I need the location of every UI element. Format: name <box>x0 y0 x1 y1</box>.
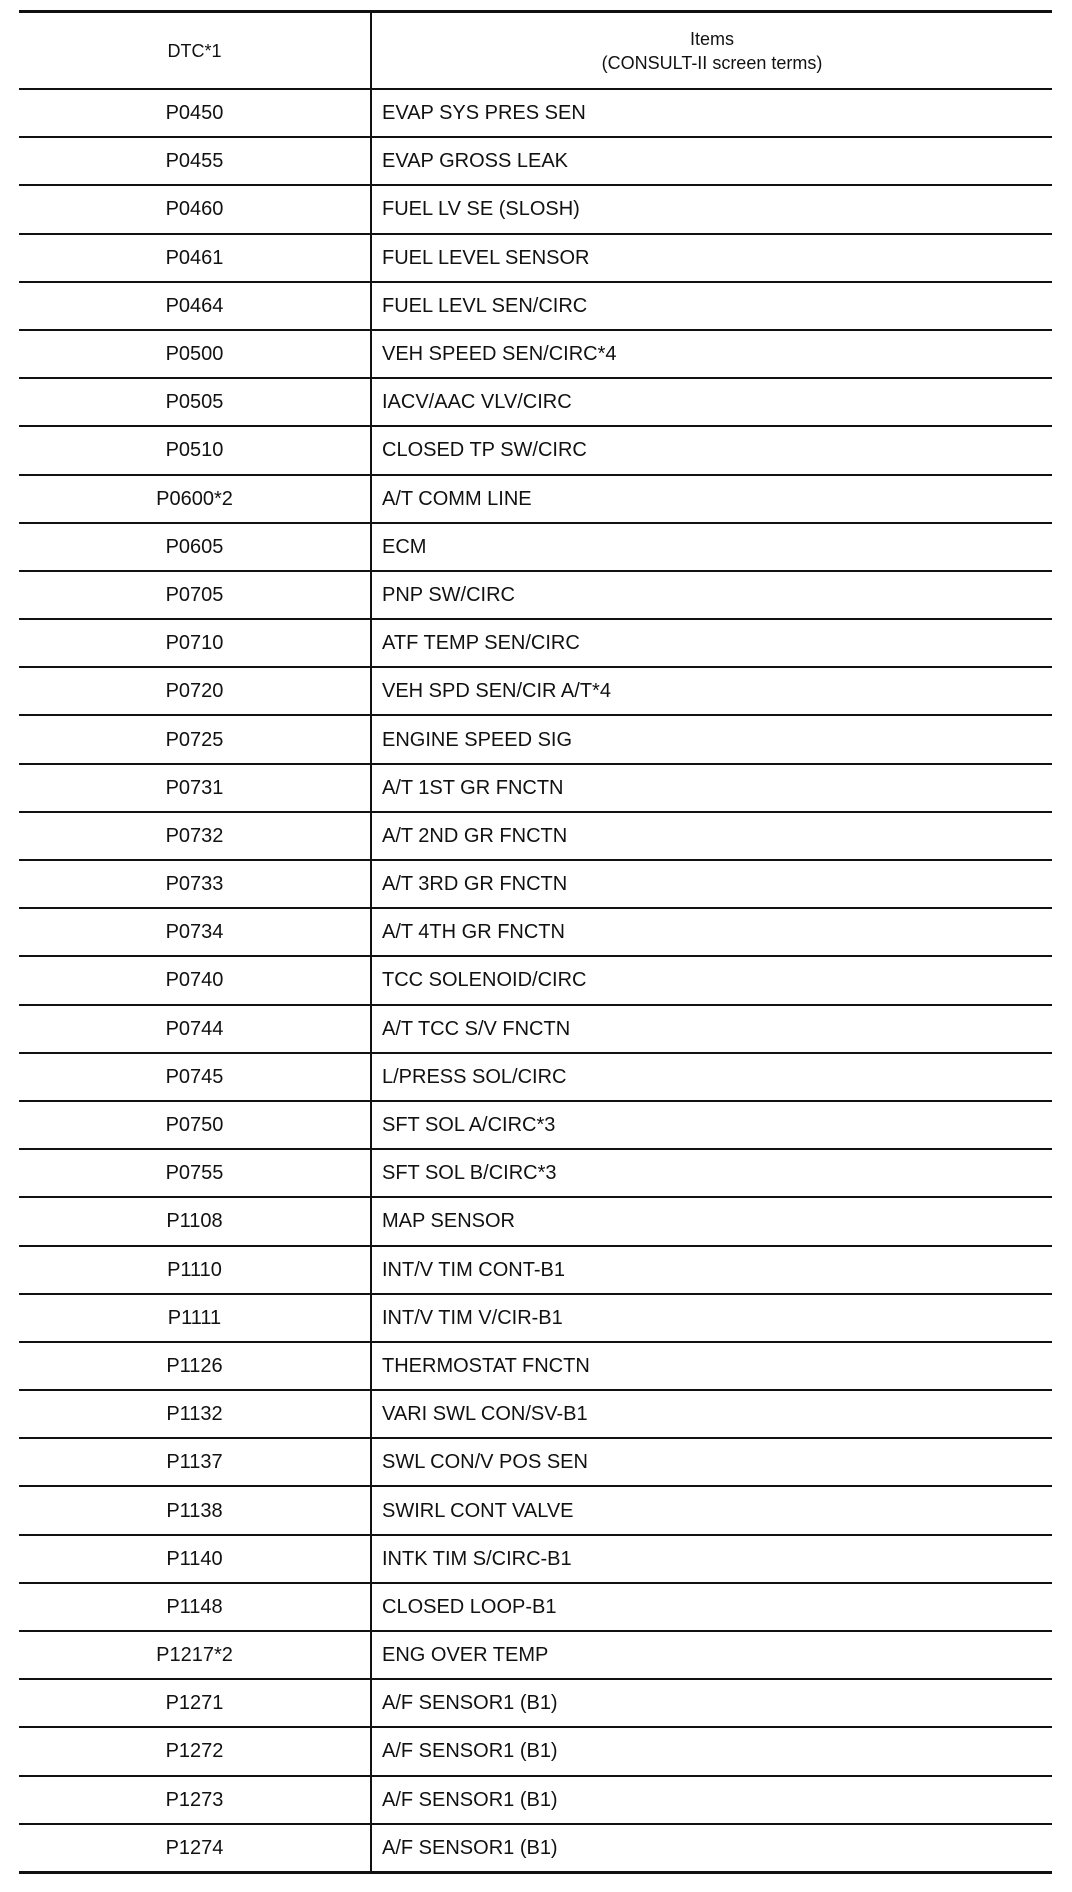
table-row <box>19 137 1052 185</box>
dtc-code-cell: P1111 <box>19 1294 371 1342</box>
dtc-code-cell: P1272 <box>19 1727 371 1775</box>
item-term-cell: A/T TCC S/V FNCTN <box>371 1005 1052 1053</box>
dtc-code-cell: P0755 <box>19 1149 371 1197</box>
header-items-subtitle: (CONSULT-II screen terms) <box>601 52 823 73</box>
table-row <box>19 523 1052 571</box>
dtc-code-cell: P0461 <box>19 234 371 282</box>
table-row <box>19 619 1052 667</box>
dtc-code-cell: P0734 <box>19 908 371 956</box>
table-row <box>19 1727 1052 1775</box>
item-term-cell: A/F SENSOR1 (B1) <box>371 1727 1052 1775</box>
dtc-code-cell: P0744 <box>19 1005 371 1053</box>
table-row <box>19 1679 1052 1727</box>
table-row <box>19 475 1052 523</box>
item-term-cell: VEH SPD SEN/CIR A/T*4 <box>371 667 1052 715</box>
dtc-code-cell: P0720 <box>19 667 371 715</box>
table-row <box>19 571 1052 619</box>
table-row <box>19 378 1052 426</box>
dtc-code-cell: P0705 <box>19 571 371 619</box>
item-term-cell: A/T 1ST GR FNCTN <box>371 764 1052 812</box>
dtc-code-cell: P0500 <box>19 330 371 378</box>
dtc-code-cell: P0600*2 <box>19 475 371 523</box>
dtc-code-cell: P1108 <box>19 1197 371 1245</box>
dtc-code-cell: P0464 <box>19 282 371 330</box>
dtc-code-cell: P1126 <box>19 1342 371 1390</box>
table-row <box>19 1631 1052 1679</box>
table-row <box>19 1246 1052 1294</box>
table-row <box>19 1149 1052 1197</box>
table-body <box>19 89 1052 1872</box>
item-term-cell: SWL CON/V POS SEN <box>371 1438 1052 1486</box>
dtc-code-cell: P1217*2 <box>19 1631 371 1679</box>
header-items <box>371 12 1052 90</box>
dtc-code-cell: P0750 <box>19 1101 371 1149</box>
dtc-code-cell: P1271 <box>19 1679 371 1727</box>
table-row <box>19 812 1052 860</box>
item-term-cell: A/F SENSOR1 (B1) <box>382 1836 558 1859</box>
dtc-code-cell: P0731 <box>19 764 371 812</box>
table-row <box>19 330 1052 378</box>
table-row <box>19 1294 1052 1342</box>
table-row <box>19 89 1052 137</box>
dtc-code-cell: P0732 <box>19 812 371 860</box>
table-row <box>19 1197 1052 1245</box>
dtc-code-cell: P1132 <box>19 1390 371 1438</box>
table-row <box>19 1053 1052 1101</box>
item-term-cell: ENGINE SPEED SIG <box>371 715 1052 763</box>
table-row <box>19 1824 1052 1873</box>
item-term-cell: FUEL LEVEL SENSOR <box>371 234 1052 282</box>
dtc-code-cell: P0733 <box>19 860 371 908</box>
item-term-cell: A/F SENSOR1 (B1) <box>371 1776 1052 1824</box>
dtc-code-cell: P0745 <box>19 1053 371 1101</box>
dtc-code-cell: P0450 <box>19 89 371 137</box>
item-term-cell: A/T COMM LINE <box>371 475 1052 523</box>
table-row <box>19 1005 1052 1053</box>
dtc-code-cell: P0710 <box>19 619 371 667</box>
item-term-cell: EVAP GROSS LEAK <box>371 137 1052 185</box>
item-term-cell: SFT SOL B/CIRC*3 <box>371 1149 1052 1197</box>
dtc-code-cell: P0460 <box>19 185 371 233</box>
dtc-code-cell: P0740 <box>19 956 371 1004</box>
item-term-cell: ENG OVER TEMP <box>371 1631 1052 1679</box>
header-dtc: DTC*1 <box>19 12 371 90</box>
table-row <box>19 1101 1052 1149</box>
dtc-code-cell: P1138 <box>19 1486 371 1534</box>
table-row <box>19 282 1052 330</box>
dtc-code-cell: P1148 <box>19 1583 371 1631</box>
item-term-cell: TCC SOLENOID/CIRC <box>371 956 1052 1004</box>
table-row <box>19 234 1052 282</box>
item-term-cell: INTK TIM S/CIRC-B1 <box>371 1535 1052 1583</box>
item-term-cell: IACV/AAC VLV/CIRC <box>371 378 1052 426</box>
dtc-code-cell: P0505 <box>19 378 371 426</box>
table-row <box>19 1438 1052 1486</box>
table-header-row <box>19 12 1052 90</box>
item-term-cell: FUEL LV SE (SLOSH) <box>371 185 1052 233</box>
dtc-code-cell: P0725 <box>19 715 371 763</box>
dtc-code-cell: P1140 <box>19 1535 371 1583</box>
table-row <box>19 956 1052 1004</box>
table-row <box>19 1776 1052 1824</box>
table-row <box>19 1535 1052 1583</box>
dtc-code-cell: P1274 <box>19 1824 371 1873</box>
header-items-title: Items <box>689 28 734 49</box>
table-row <box>19 1390 1052 1438</box>
item-term-cell: INT/V TIM V/CIR-B1 <box>371 1294 1052 1342</box>
table-row <box>19 908 1052 956</box>
item-term-cell: THERMOSTAT FNCTN <box>371 1342 1052 1390</box>
table-row <box>19 667 1052 715</box>
dtc-items-table <box>19 10 1052 1874</box>
item-term-cell: MAP SENSOR <box>371 1197 1052 1245</box>
item-term-cell: CLOSED TP SW/CIRC <box>371 426 1052 474</box>
dtc-code-cell: P0510 <box>19 426 371 474</box>
item-term-cell: VARI SWL CON/SV-B1 <box>371 1390 1052 1438</box>
item-term-cell: A/F SENSOR1 (B1) <box>371 1679 1052 1727</box>
item-term-cell: L/PRESS SOL/CIRC <box>371 1053 1052 1101</box>
item-term-cell: FUEL LEVL SEN/CIRC <box>371 282 1052 330</box>
item-term-cell: SFT SOL A/CIRC*3 <box>371 1101 1052 1149</box>
item-term-cell: SWIRL CONT VALVE <box>371 1486 1052 1534</box>
item-term-cell: CLOSED LOOP-B1 <box>371 1583 1052 1631</box>
dtc-code-cell: P1110 <box>19 1246 371 1294</box>
item-term-cell: A/T 3RD GR FNCTN <box>371 860 1052 908</box>
table-row <box>19 715 1052 763</box>
table-row <box>19 426 1052 474</box>
item-term-cell: ATF TEMP SEN/CIRC <box>371 619 1052 667</box>
table-row <box>19 860 1052 908</box>
item-term-cell: A/T 4TH GR FNCTN <box>371 908 1052 956</box>
item-term-cell: EVAP SYS PRES SEN <box>371 89 1052 137</box>
table-row <box>19 185 1052 233</box>
dtc-code-cell: P1137 <box>19 1438 371 1486</box>
dtc-code-cell: P0455 <box>19 137 371 185</box>
item-term-cell: INT/V TIM CONT-B1 <box>371 1246 1052 1294</box>
item-term-cell: ECM <box>371 523 1052 571</box>
table-row <box>19 1342 1052 1390</box>
dtc-code-cell: P0605 <box>19 523 371 571</box>
item-term-cell: VEH SPEED SEN/CIRC*4 <box>371 330 1052 378</box>
table-row <box>19 1583 1052 1631</box>
item-term-cell: PNP SW/CIRC <box>371 571 1052 619</box>
item-term-cell: A/T 2ND GR FNCTN <box>371 812 1052 860</box>
dtc-code-cell: P1273 <box>19 1776 371 1824</box>
table-row <box>19 1486 1052 1534</box>
table-row <box>19 764 1052 812</box>
